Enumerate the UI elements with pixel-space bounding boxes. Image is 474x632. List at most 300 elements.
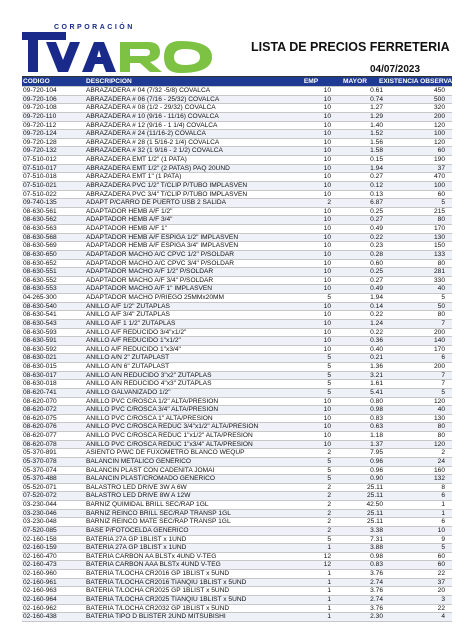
cell-description: ANILLO PVC C/ROSCA 3/4" ALTA/PRESION	[86, 406, 219, 414]
cell-code: 05-370-891	[23, 449, 57, 457]
cell-description: BATERIA CARBON AA BLSTx 4UND V-TEG	[86, 552, 217, 560]
cell-code: 08-630-650	[23, 250, 57, 258]
cell-existencia: 130	[433, 233, 445, 241]
cell-mayor: 0.21	[370, 354, 383, 362]
cell-mayor: 0.80	[370, 397, 383, 405]
cell-existencia: 10	[437, 526, 445, 534]
cell-mayor: 3.76	[370, 570, 383, 577]
cell-emp: 10	[323, 225, 331, 232]
cell-mayor: 1.94	[370, 294, 383, 301]
cell-code: 03-230-048	[23, 518, 57, 526]
cell-existencia: 215	[433, 207, 445, 215]
cell-mayor: 0.49	[370, 285, 383, 293]
cell-emp: 10	[323, 268, 331, 276]
cell-code: 08-630-017	[23, 371, 57, 379]
cell-description: BARNIZ QUIMIDAL BRILL SEC/RAP 1GL	[86, 501, 209, 508]
cell-description: ASIENTO P/WC DE FUXOMETRO BLANCO WEQUP	[86, 449, 245, 457]
cell-code: 09-720-124	[23, 130, 57, 138]
table-row	[22, 173, 452, 182]
cell-emp: 5	[327, 363, 331, 370]
cell-description: ABRAZADERA EMT 1/2" (1 PATA)	[86, 156, 187, 163]
cell-emp: 10	[323, 173, 331, 181]
cell-mayor: 2.30	[370, 613, 383, 621]
cell-code: 07-510-018	[23, 173, 57, 181]
cell-existencia: 5	[441, 199, 445, 207]
cell-code: 09-720-112	[23, 121, 57, 129]
cell-emp: 10	[323, 423, 331, 431]
cell-emp: 10	[323, 440, 331, 448]
cell-emp: 10	[323, 147, 331, 155]
cell-mayor: 1.27	[370, 104, 383, 112]
cell-existencia: 281	[433, 268, 445, 276]
cell-existencia: 5	[441, 388, 445, 396]
table-row	[22, 96, 452, 105]
cell-existencia: 5	[441, 544, 445, 552]
cell-emp: 10	[323, 302, 331, 310]
cell-code: 09-720-110	[23, 112, 57, 120]
table-row	[22, 458, 452, 467]
cell-description: ADAPTADOR MACHO A/C CPVC 1/2" P/SOLDAR	[86, 250, 235, 258]
cell-mayor: 0.60	[370, 259, 383, 267]
cell-existencia: 40	[437, 406, 445, 414]
cell-description: ADAPTADOR MACHO A/F 1/2" P/SOLDAR	[86, 268, 214, 276]
cell-emp: 10	[323, 250, 331, 258]
cell-mayor: 0.74	[370, 95, 383, 103]
cell-code: 08-620-072	[23, 406, 57, 414]
cell-emp: 12	[323, 552, 331, 560]
cell-mayor: 0.22	[370, 233, 383, 241]
cell-existencia: 130	[433, 414, 445, 422]
cell-code: 08-620-075	[23, 414, 57, 422]
table-row	[22, 346, 452, 355]
column-header-existencia: EXISTENCIA OBSERVACION	[379, 78, 469, 85]
cell-code: 09-720-104	[23, 87, 57, 94]
cell-emp: 10	[323, 216, 331, 224]
column-header-emp: EMP	[303, 78, 319, 85]
cell-existencia: 320	[433, 104, 445, 112]
cell-code: 02-160-473	[23, 561, 57, 569]
cell-existencia: 24	[437, 457, 445, 465]
table-row	[22, 320, 452, 329]
cell-mayor: 0.96	[370, 466, 383, 474]
cell-emp: 2	[327, 483, 331, 491]
cell-existencia: 450	[433, 87, 445, 94]
cell-emp: 2	[327, 199, 331, 207]
cell-description: ANILLO PVC C/ROSCA 1/2" ALTA/PRESION	[86, 397, 219, 405]
cell-description: ADAPTADOR MACHO A/F 3/4" P/SOLDAR	[86, 276, 214, 284]
table-row	[22, 216, 452, 225]
column-header-code: CODIGO	[23, 78, 50, 85]
cell-description: ADAPTADOR HEMB A/F 3/4"	[86, 216, 173, 224]
company-logo	[22, 26, 218, 74]
cell-mayor: 1.24	[370, 319, 383, 327]
cell-code: 08-630-593	[23, 328, 57, 336]
cell-code: 02-160-963	[23, 587, 57, 595]
cell-mayor: 0.23	[370, 242, 383, 250]
table-row	[22, 372, 452, 381]
cell-existencia: 6	[441, 492, 445, 500]
column-header-description: DESCRIPCION	[86, 78, 132, 85]
cell-mayor: 1.52	[370, 130, 383, 138]
cell-description: ABRAZADERA # 08 (1/2 - 29/32) COVALCA	[86, 104, 216, 112]
cell-code: 08-630-018	[23, 380, 57, 388]
cell-mayor: 0.90	[370, 475, 383, 483]
cell-existencia: 60	[437, 190, 445, 198]
cell-existencia: 100	[433, 181, 445, 189]
cell-mayor: 0.98	[370, 406, 383, 414]
cell-mayor: 0.22	[370, 311, 383, 319]
cell-mayor: 25.11	[366, 492, 383, 500]
cell-code: 08-630-592	[23, 345, 57, 353]
cell-code: 05-370-074	[23, 466, 57, 474]
cell-mayor: 1.18	[370, 432, 383, 439]
cell-code: 08-630-551	[23, 268, 57, 276]
cell-code: 07-510-017	[23, 164, 57, 172]
cell-mayor: 0.25	[370, 207, 383, 215]
cell-description: ANILLO A/F REDUCIDO 1"x1/2"	[86, 337, 181, 345]
table-row	[22, 311, 452, 320]
cell-code: 09-740-135	[23, 199, 57, 207]
cell-description: BATERIA T/LOCHA CR2025 GP 1BLIST x 5UND	[86, 587, 230, 595]
cell-mayor: 0.28	[370, 250, 383, 258]
cell-description: ANILLO A/F 1 1/2" ZUTAPLAS	[86, 319, 176, 327]
cell-description: ANILLO A/F REDUCIDO 1"x3/4"	[86, 345, 181, 353]
cell-existencia: 2	[441, 449, 445, 457]
cell-existencia: 3	[441, 595, 445, 603]
cell-existencia: 37	[437, 164, 445, 172]
cell-mayor: 0.25	[370, 268, 383, 276]
cell-code: 08-630-591	[23, 337, 57, 345]
cell-existencia: 6	[441, 354, 445, 362]
cell-existencia: 120	[433, 138, 445, 146]
table-row	[22, 380, 452, 389]
cell-description: BATERIA TIPO D BLISTER 2UND MITSUBISHI	[86, 613, 226, 621]
cell-existencia: 200	[433, 328, 445, 336]
table-row	[22, 518, 452, 527]
table-row	[22, 527, 452, 536]
cell-existencia: 200	[433, 363, 445, 370]
cell-emp: 10	[323, 190, 331, 198]
cell-existencia: 470	[433, 173, 445, 181]
table-row	[22, 484, 452, 493]
cell-emp: 2	[327, 509, 331, 517]
cell-emp: 10	[323, 95, 331, 103]
cell-description: ANILLO PVC C/ROSCA REDUC 1"x3/4" ALTA/PRESION	[86, 440, 253, 448]
cell-emp: 2	[327, 526, 331, 534]
cell-emp: 5	[327, 294, 331, 301]
cell-existencia: 80	[437, 259, 445, 267]
cell-existencia: 37	[437, 578, 445, 586]
cell-emp: 10	[323, 164, 331, 172]
cell-code: 05-370-078	[23, 457, 57, 465]
cell-existencia: 170	[433, 345, 445, 353]
cell-description: ANILLO PVC C/ROSCA REDUC 3/4"x1/2" ALTA/PRESION	[86, 423, 259, 431]
table-row	[22, 406, 452, 415]
cell-description: BATERIA T/LOCHA CR2016 TIANQIU 1BLIST x 5UND	[86, 578, 247, 586]
cell-description: ANILLO A/F REDUCIDO 3/4"x1/2"	[86, 328, 187, 336]
table-row	[22, 467, 452, 476]
cell-code: 08-630-561	[23, 207, 57, 215]
cell-description: ABRAZADERA # 28 (1 5/16-2 1/4) COVALCA	[86, 138, 220, 146]
cell-emp: 10	[323, 87, 331, 94]
cell-code: 08-620-070	[23, 397, 57, 405]
cell-description: BALANCIN PLAST/CROMADO GENERICO	[86, 475, 215, 483]
cell-code: 08-630-568	[23, 233, 57, 241]
table-row	[22, 432, 452, 441]
cell-emp: 10	[323, 345, 331, 353]
cell-emp: 10	[323, 337, 331, 345]
cell-code: 07-510-021	[23, 181, 57, 189]
cell-mayor: 0.14	[370, 302, 383, 310]
cell-emp: 10	[323, 397, 331, 405]
cell-mayor: 0.49	[370, 225, 383, 232]
cell-emp: 10	[323, 414, 331, 422]
cell-existencia: 6	[441, 518, 445, 526]
table-row	[22, 268, 452, 277]
cell-emp: 2	[327, 449, 331, 457]
cell-code: 02-160-470	[23, 552, 57, 560]
cell-existencia: 160	[433, 466, 445, 474]
cell-description: ANILLO PVC C/ROSCA 1" ALTA/PRESION	[86, 414, 213, 422]
cell-mayor: 1.40	[370, 121, 383, 129]
cell-mayor: 1.56	[370, 138, 383, 146]
cell-emp: 12	[323, 561, 331, 569]
cell-mayor: 1.37	[370, 440, 383, 448]
cell-existencia: 9	[441, 535, 445, 543]
table-row	[22, 113, 452, 122]
cell-description: ANILLO A/N 6" ZUTAPLAST	[86, 363, 170, 370]
table-row	[22, 570, 452, 579]
cell-description: ABRAZADERA # 12 (9/16 - 1 1/4) COVALCA	[86, 121, 218, 129]
table-row	[22, 605, 452, 614]
table-row	[22, 122, 452, 131]
column-header-mayor: MAYOR	[343, 78, 367, 85]
cell-description: BALANCIN PLAST CON CADENITA JOMAI	[86, 466, 215, 474]
cell-code: 02-160-964	[23, 595, 57, 603]
cell-code: 07-510-022	[23, 190, 57, 198]
cell-mayor: 25.11	[366, 509, 383, 517]
cell-emp: 10	[323, 432, 331, 439]
cell-emp: 1	[327, 613, 331, 621]
cell-description: ADAPTADOR MACHO A/F 1" IMPLASVEN	[86, 285, 213, 293]
cell-mayor: 2.74	[370, 578, 383, 586]
cell-mayor: 0.83	[370, 414, 383, 422]
cell-code: 09-720-106	[23, 95, 57, 103]
cell-code: 05-370-488	[23, 475, 57, 483]
cell-code: 02-160-962	[23, 604, 57, 612]
cell-emp: 5	[327, 354, 331, 362]
cell-mayor: 0.96	[370, 457, 383, 465]
cell-description: ABRAZADERA # 10 (9/16 - 11/16) COVALCA	[86, 112, 219, 120]
table-row	[22, 492, 452, 501]
cell-code: 07-510-012	[23, 156, 57, 163]
table-row	[22, 587, 452, 596]
table-row	[22, 441, 452, 450]
cell-existencia: 200	[433, 112, 445, 120]
cell-existencia: 20	[437, 587, 445, 595]
cell-description: ABRAZADERA # 04 (7/32 -5/8) COVALCA	[86, 87, 211, 94]
cell-emp: 2	[327, 501, 331, 508]
cell-mayor: 1.36	[370, 363, 383, 370]
table-row	[22, 242, 452, 251]
table-row	[22, 329, 452, 338]
cell-mayor: 0.40	[370, 345, 383, 353]
cell-code: 08-630-540	[23, 302, 57, 310]
cell-emp: 1	[327, 604, 331, 612]
table-row	[22, 303, 452, 312]
cell-code: 03-230-044	[23, 501, 57, 508]
table-row	[22, 191, 452, 200]
cell-code: 08-630-552	[23, 276, 57, 284]
cell-description: ANILLO A/N REDUCIDO 3"x2" ZUTAPLAS	[86, 371, 212, 379]
cell-existencia: 22	[437, 570, 445, 577]
table-row	[22, 182, 452, 191]
cell-description: BATERIA 27A GP 1BLIST x 1UND	[86, 535, 187, 543]
cell-emp: 10	[323, 112, 331, 120]
table-row	[22, 277, 452, 286]
cell-mayor: 3.21	[370, 371, 383, 379]
cell-emp: 1	[327, 595, 331, 603]
cell-code: 03-230-046	[23, 509, 57, 517]
cell-existencia: 120	[433, 121, 445, 129]
cell-emp: 10	[323, 138, 331, 146]
cell-emp: 1	[327, 587, 331, 595]
table-row	[22, 501, 452, 510]
cell-mayor: 7.31	[370, 535, 383, 543]
cell-emp: 2	[327, 518, 331, 526]
cell-emp: 10	[323, 242, 331, 250]
cell-code: 02-160-158	[23, 535, 57, 543]
cell-code: 08-630-543	[23, 319, 57, 327]
page-title: LISTA DE PRECIOS FERRETERIA	[251, 40, 450, 54]
cell-mayor: 3.88	[370, 544, 383, 552]
cell-emp: 10	[323, 104, 331, 112]
price-list-date: 04/07/2023	[370, 64, 421, 75]
cell-description: BALASTRO LED DRIVE 8W A 12W	[86, 492, 191, 500]
cell-existencia: 50	[437, 302, 445, 310]
cell-existencia: 40	[437, 285, 445, 293]
table-row	[22, 208, 452, 217]
cell-existencia: 1	[441, 509, 445, 517]
cell-mayor: 0.12	[370, 181, 383, 189]
cell-existencia: 80	[437, 432, 445, 439]
table-row	[22, 475, 452, 484]
cell-existencia: 133	[433, 250, 445, 258]
table-row	[22, 536, 452, 545]
cell-emp: 5	[327, 535, 331, 543]
cell-emp: 10	[323, 285, 331, 293]
cell-description: ADAPTADOR MACHO P/RIEGO 25MMx20MM	[86, 294, 224, 301]
cell-code: 08-620-741	[23, 388, 57, 396]
table-row	[22, 130, 452, 139]
cell-existencia: 60	[437, 552, 445, 560]
table-row	[22, 104, 452, 113]
cell-description: BATERIA T/LOCHA CR2016 GP 1BLIST x 5UND	[86, 570, 230, 577]
cell-mayor: 1.61	[370, 380, 383, 388]
cell-description: BATERIA T/LOCHA CR2032 GP 1BLIST x 5UND	[86, 604, 230, 612]
cell-code: 08-620-078	[23, 440, 57, 448]
table-row	[22, 553, 452, 562]
cell-description: ABRAZADERA PVC 1/2" T/CLIP P/TUBO IMPLASVEN	[86, 181, 248, 189]
cell-code: 08-620-076	[23, 423, 57, 431]
cell-mayor: 0.13	[370, 190, 383, 198]
cell-existencia: 80	[437, 216, 445, 224]
cell-existencia: 22	[437, 604, 445, 612]
cell-description: ABRAZADERA # 32 (1 9/16 - 2 1/2) COVALCA	[86, 147, 223, 155]
cell-description: ABRAZADERA PVC 3/4" T/CLIP P/TUBO IMPLASVEN	[86, 190, 248, 198]
cell-description: ANILLO A/F 1/2" ZUTAPLAS	[86, 302, 170, 310]
cell-description: ADAPTADOR HEMB A/F ESPIGA 3/4" IMPLASVEN	[86, 242, 239, 250]
table-row	[22, 389, 452, 398]
cell-mayor: 5.41	[370, 388, 383, 396]
cell-existencia: 7	[441, 319, 445, 327]
cell-code: 08-630-652	[23, 259, 57, 267]
cell-mayor: 0.22	[370, 328, 383, 336]
cell-description: ABRAZADERA # 06 (7/16 - 25/32) COVALCA	[86, 95, 220, 103]
table-row	[22, 165, 452, 174]
cell-description: ADAPTADOR HEMB A/F ESPIGA 1/2" IMPLASVEN	[86, 233, 239, 241]
cell-description: BATERIA T/LOCHA CR2025 TIANQIU 1BLIST x 5UND	[86, 595, 247, 603]
cell-code: 09-720-132	[23, 147, 57, 155]
cell-description: ANILLO PVC C/ROSCA REDUC 1"x1/2" ALTA/PRESION	[86, 432, 253, 439]
cell-description: ADAPTADOR MACHO A/C CPVC 3/4" P/SOLDAR	[86, 259, 235, 267]
cell-existencia: 120	[433, 440, 445, 448]
cell-description: ANILLO A/F 3/4" ZUTAPLAS	[86, 311, 170, 319]
cell-description: BATERIA 27A GP 1BLIST x 1UND	[86, 544, 187, 552]
table-row	[22, 251, 452, 260]
table-row	[22, 363, 452, 372]
cell-existencia: 500	[433, 95, 445, 103]
cell-description: ADAPTADOR HEMB A/F 1"	[86, 225, 167, 232]
cell-emp: 5	[327, 466, 331, 474]
cell-existencia: 190	[433, 156, 445, 163]
cell-emp: 5	[327, 457, 331, 465]
cell-emp: 1	[327, 544, 331, 552]
cell-existencia: 80	[437, 311, 445, 319]
table-row	[22, 199, 452, 208]
cell-mayor: 3.38	[370, 526, 383, 534]
cell-code: 08-630-563	[23, 225, 57, 232]
cell-mayor: 42.50	[366, 501, 383, 508]
cell-description: ADAPTADOR HEMB A/F 1/2"	[86, 207, 173, 215]
table-row	[22, 398, 452, 407]
cell-code: 08-630-541	[23, 311, 57, 319]
table-row	[22, 285, 452, 294]
cell-description: ANILLO A/N 2" ZUTAPLAST	[86, 354, 170, 362]
cell-emp: 5	[327, 371, 331, 379]
cell-existencia: 150	[433, 242, 445, 250]
cell-code: 09-720-108	[23, 104, 57, 112]
cell-existencia: 7	[441, 371, 445, 379]
cell-existencia: 4	[441, 613, 445, 621]
cell-description: ANILLO A/N REDUCIDO 4"x3" ZUTAPLAS	[86, 380, 212, 388]
cell-existencia: 8	[441, 483, 445, 491]
cell-code: 08-630-569	[23, 242, 57, 250]
cell-mayor: 0.27	[370, 216, 383, 224]
cell-mayor: 2.74	[370, 595, 383, 603]
brand-tagline: CORPORACIÓN	[54, 24, 135, 31]
cell-existencia: 170	[433, 225, 445, 232]
table-row	[22, 147, 452, 156]
table-row	[22, 510, 452, 519]
cell-mayor: 0.27	[370, 276, 383, 284]
table-row	[22, 579, 452, 588]
table-row	[22, 337, 452, 346]
cell-mayor: 0.36	[370, 337, 383, 345]
cell-mayor: 3.76	[370, 604, 383, 612]
cell-existencia: 7	[441, 380, 445, 388]
cell-existencia: 132	[433, 475, 445, 483]
